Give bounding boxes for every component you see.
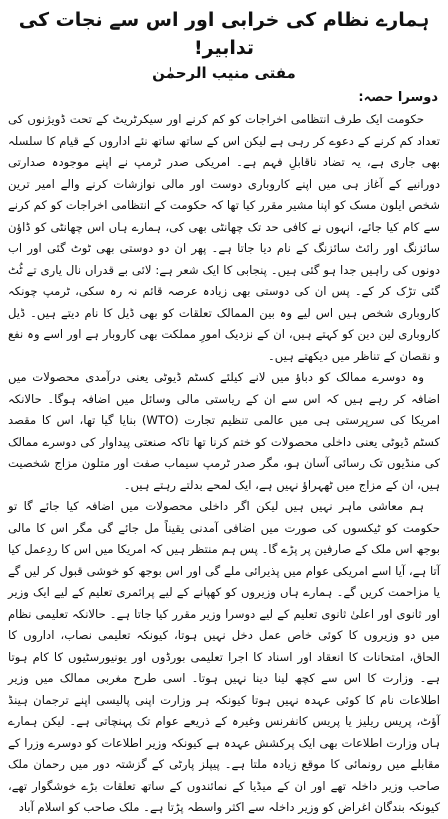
paragraph: وہ دوسرے ممالک کو دباؤ میں لانے کیلئے کسٹم ڈیوٹی یعنی درآمدی محصولات میں اضافہ کر رہے ہیں کہ اس سے ان کے ریاستی مالی وسائل میں اضافہ ہوگا۔ حالانکہ امریکا کی سرپرستی ہی میں عالمی تنظیم تجارت (WTO) بنایا گیا تھا، اس کا مقصد کسٹم ڈیوٹی یعنی داخلی محصولات کو ختم کرنا تھا تاکہ صنعتی پیداوار کی دوسرے ممالک کی منڈیوں تک رسائی آسان ہو، مگر صدر ٹرمپ سیماب صفت اور متلون مزاج شخصیت ہیں، ان کے مزاج میں ٹھہراؤ نہیں ہے، ایک لمحے بدلتے رہتے ہیں۔: [8, 370, 440, 492]
section-label: دوسرا حصہ:: [358, 90, 438, 105]
article-header: [0, 0, 448, 84]
author-name: مفتی منیب الرحمٰن: [152, 64, 296, 82]
article-body: [0, 105, 448, 819]
paragraph: ہم معاشی ماہر نہیں ہیں لیکن اگر داخلی محصولات میں اضافہ کیا جائے گا تو حکومت کو ٹیکسوں کی صورت میں اضافی آمدنی یقیناً مل جائے گی مگر اس کا مالی بوجھ اس ملک کے صارفین پر پڑے گا۔ پس ہم منتظر ہیں کہ امریکا میں اس کا ردِعمل کیا آتا ہے، آیا اسے امریکی عوام میں پذیرائی ملے گی اور اس بوجھ کو خوشی قبول کر لیں گے یا مزاحمت کریں گے۔ ہمارے ہاں وزیروں کو کھپانے کے لیے پرائمری تعلیم کے لیے ایک وزیر اور ثانوی اور اعلیٰ ثانوی تعلیم کے لیے دوسرا وزیر مقرر کیا جاتا ہے۔ حالانکہ تعلیمی نظام میں دو وزیروں کا کوئی خاص عمل دخل نہیں ہوتا، کیونکہ تعلیمی نصاب، اداروں کا الحاق، امتحانات کا انعقاد اور اسناد کا اجرا تعلیمی بورڈوں اور یونیورسٹیوں کا کام ہوتا ہے۔ وزارت کا اس سے کچھ لینا دینا نہیں ہوتا۔ اسی طرح مغربی ممالک میں وزیر اطلاعات نام کا کوئی عہدہ نہیں ہوتا کیونکہ ہر وزارت اپنی پالیسی اپنے ترجمان ہینڈ آؤٹ، پریس ریلیز یا پریس کانفرنس وغیرہ کے ذریعے عوام تک پہنچاتی ہے۔ لیکن ہمارے ہاں وزارت اطلاعات بھی ایک پرکشش عہدہ ہے کیونکہ وزیر اطلاعات کو دوسرے وزرا کے مقابلے میں رونمائی کا موقع زیادہ ملتا ہے۔ پیپلز پارٹی کے گزشتہ دور میں رحمان ملک صاحب وزیر داخلہ تھے اور ان کے میڈیا کے نمائندوں کے ساتھ تعلقات بڑے خوشگوار تھے، کیونکہ بندگان اغراض کو وزیر داخلہ سے اکثر واسطہ پڑتا ہے۔ ملک صاحب کو اسلام آباد: [8, 499, 440, 814]
article-title: ہمارے نظام کی خرابی اور اس سے نجات کی تدابیر!: [18, 9, 430, 59]
paragraph: حکومت ایک طرف انتظامی اخراجات کو کم کرنے اور سیکرٹریٹ کے تحت ڈویژنوں کی تعداد کم کرنے کے دعوے کر رہی ہے لیکن اس کے ساتھ ساتھ نئے اداروں کے قیام کا سلسلہ بھی جاری ہے، یہ تضاد ناقابلِ فہم ہے۔ امریکی صدر ٹرمپ نے اپنے موجودہ صدارتی دورانیے کے آغاز ہی میں اپنے کاروباری دوست اور مالی نوازشات کرنے والے امیر ترین شخص ایلون مسک کو اپنا مشیر مقرر کیا تھا کہ حکومت کے انتظامی اخراجات کو کم کرنے سے کام کیا جائے، انہوں نے کافی حد تک چھانٹی بھی کی، ہمارے ہاں اس چھانٹی کو ڈاؤن سائزنگ اور رائٹ سائزنگ کے نام دیا جاتا ہے۔ پھر ان دو دوستی بھی ٹوٹ گئی اور اب دونوں کی راہیں جدا ہو گئی ہیں۔ پنجابی کا ایک شعر ہے: لائی بے قدراں نال یاری تے ٹُٹ گئی تڑک کر کے۔ پس ان کی دوستی بھی زیادہ عرصہ قائم نہ رہ سکی، ٹرمپ چونکہ کاروباری شخص ہیں اس لیے وہ بین الممالک تعلقات کو بھی ڈیل کا نام دیتے ہیں۔ ڈیل کاروباری لین دین کو کہتے ہیں، ان کے نزدیک امورِ مملکت بھی کاروبار ہے اور اسے وہ نفع و نقصان کے تناظر میں دیکھتے ہیں۔: [8, 112, 440, 363]
